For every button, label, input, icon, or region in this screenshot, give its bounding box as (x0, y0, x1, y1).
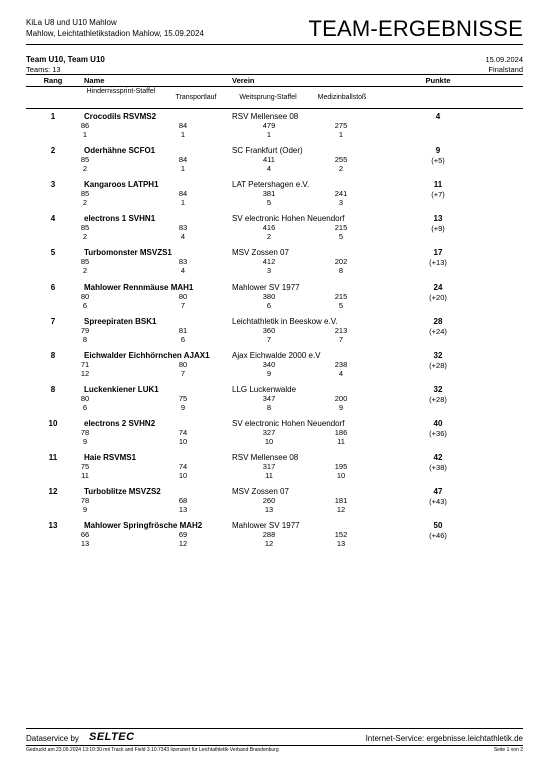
points-cell: 11 (433, 180, 443, 190)
club-cell: RSV Mellensee 08 (232, 112, 299, 121)
points-diff-cell: (+36) (429, 428, 447, 438)
table-row (0, 487, 549, 523)
points-diff-cell: (+46) (429, 531, 447, 541)
table-head-mid-rule (26, 86, 523, 87)
club-cell: Leichtathletik in Beeskow e.V. (232, 316, 338, 326)
performance-cell: 74 (178, 427, 188, 437)
rank-cell: 4 (50, 214, 56, 224)
performance-cell: 83 (178, 223, 188, 233)
performance-cell: 241 (334, 189, 348, 199)
team-name-cell: Mahlower Rennmäuse MAH1 (84, 282, 194, 292)
team-name-cell: Kangaroos LATPH1 (84, 180, 159, 190)
club-cell: MSV Zossen 07 (232, 487, 289, 497)
placement-cell: 13 (80, 539, 90, 549)
column-header-hindernissprint: Hindernissprint-Staffel (86, 88, 156, 95)
placement-cell: 4 (338, 368, 344, 378)
performance-cell: 85 (80, 189, 90, 199)
placement-cell: 2 (82, 232, 88, 242)
page-number: Seite 1 von 2 (493, 747, 523, 753)
column-header-medizinball: Medizinballstoß (317, 94, 367, 101)
performance-cell: 69 (178, 530, 188, 540)
points-diff-cell: (+28) (429, 394, 447, 404)
club-cell: Mahlower SV 1977 (232, 521, 300, 531)
performance-cell: 80 (178, 359, 188, 369)
performance-cell: 71 (80, 359, 90, 369)
rank-cell: 3 (50, 180, 56, 190)
placement-cell: 9 (82, 505, 88, 515)
competition-name: Team U10, Team U10 (26, 55, 105, 64)
table-head-top-rule (26, 74, 523, 75)
performance-cell: 80 (80, 291, 90, 301)
seltec-logo: SELTEC (89, 731, 135, 743)
placement-cell: 1 (266, 130, 272, 139)
placement-cell: 3 (338, 198, 344, 208)
performance-cell: 215 (334, 223, 348, 233)
placement-cell: 12 (264, 539, 274, 549)
club-cell: LAT Petershagen e.V. (232, 180, 310, 190)
performance-cell: 86 (80, 121, 90, 130)
placement-cell: 7 (338, 334, 344, 344)
rank-cell: 13 (48, 521, 58, 531)
points-diff-cell: (+5) (431, 156, 445, 166)
performance-cell: 152 (334, 530, 348, 540)
column-header-transportlauf: Transportlauf (175, 94, 217, 101)
placement-cell: 1 (82, 130, 88, 139)
points-diff-cell: (+28) (429, 360, 447, 370)
performance-cell: 416 (262, 223, 276, 233)
placement-cell: 6 (180, 334, 186, 344)
team-name-cell: Turbomonster MSVZS1 (84, 248, 172, 258)
rank-cell: 11 (48, 453, 58, 462)
placement-cell: 10 (336, 471, 346, 480)
placement-cell: 5 (338, 300, 344, 310)
performance-cell: 83 (178, 257, 188, 267)
placement-cell: 9 (338, 402, 344, 412)
performance-cell: 195 (334, 462, 348, 471)
table-row (0, 180, 549, 216)
points-cell: 50 (433, 521, 443, 531)
page-title: TEAM-ERGEBNISSE (308, 16, 523, 41)
performance-cell: 84 (178, 189, 188, 199)
table-row (0, 214, 549, 250)
club-cell: Ajax Eichwalde 2000 e.V (232, 350, 321, 360)
performance-cell: 360 (262, 325, 276, 335)
club-cell: MSV Zossen 07 (232, 248, 289, 258)
performance-cell: 78 (80, 496, 90, 506)
placement-cell: 8 (338, 266, 344, 276)
placement-cell: 10 (178, 471, 188, 480)
points-cell: 40 (433, 418, 443, 428)
placement-cell: 5 (266, 198, 272, 208)
rank-cell: 8 (50, 350, 56, 360)
placement-cell: 1 (338, 130, 344, 139)
club-cell: LLG Luckenwalde (232, 384, 297, 394)
competition-date: 15.09.2024 (485, 55, 523, 64)
performance-cell: 411 (263, 155, 275, 165)
placement-cell: 12 (80, 368, 90, 378)
placement-cell: 9 (180, 402, 186, 412)
placement-cell: 6 (266, 300, 272, 310)
team-count: Teams: 13 (26, 65, 61, 74)
points-diff-cell: (+7) (431, 190, 445, 200)
placement-cell: 10 (178, 436, 188, 446)
team-name-cell: Luckenkiener LUK1 (84, 384, 159, 394)
placement-cell: 2 (266, 232, 272, 242)
performance-cell: 186 (334, 427, 348, 437)
team-name-cell: Eichwalder Eichhörnchen AJAX1 (84, 350, 210, 360)
placement-cell: 13 (178, 505, 188, 515)
table-head-bottom-rule (26, 108, 523, 109)
table-row (0, 112, 549, 148)
performance-cell: 255 (334, 155, 348, 165)
points-cell: 24 (433, 282, 443, 292)
performance-cell: 381 (262, 189, 276, 199)
placement-cell: 11 (337, 436, 345, 446)
points-diff-cell: (+13) (429, 258, 447, 268)
team-name-cell: Crocodils RSVMS2 (84, 112, 157, 121)
performance-cell: 66 (80, 530, 90, 540)
points-cell: 32 (433, 350, 443, 360)
team-name-cell: Mahlower Springfrösche MAH2 (84, 521, 203, 531)
placement-cell: 11 (81, 471, 89, 480)
club-cell: RSV Mellensee 08 (232, 453, 299, 462)
placement-cell: 8 (266, 402, 272, 412)
placement-cell: 4 (266, 164, 272, 174)
performance-cell: 238 (334, 359, 348, 369)
event-location-date: Mahlow, Leichtathletikstadion Mahlow, 15.09.2024 (26, 29, 204, 38)
performance-cell: 80 (178, 291, 188, 301)
footer-bottom-rule (26, 745, 523, 746)
club-cell: SV electronic Hohen Neuendorf (232, 418, 345, 428)
performance-cell: 202 (334, 257, 348, 267)
placement-cell: 1 (180, 130, 186, 139)
team-name-cell: Oderhähne SCFO1 (84, 146, 156, 156)
placement-cell: 6 (82, 300, 88, 310)
table-row (0, 419, 549, 455)
column-header-rang: Rang (43, 76, 63, 85)
column-header-punkte: Punkte (425, 76, 451, 85)
rank-cell: 10 (48, 418, 58, 428)
rank-cell: 12 (48, 487, 58, 497)
result-status: Finalstand (488, 65, 523, 74)
performance-cell: 79 (80, 325, 90, 335)
performance-cell: 288 (262, 530, 276, 540)
performance-cell: 85 (80, 155, 90, 165)
placement-cell: 1 (180, 164, 186, 174)
points-diff-cell: (+20) (429, 292, 447, 302)
club-cell: SV electronic Hohen Neuendorf (232, 214, 345, 224)
event-name: KiLa U8 und U10 Mahlow (26, 18, 117, 27)
team-name-cell: Turboblitze MSVZS2 (84, 487, 161, 497)
points-diff-cell: (+24) (429, 326, 447, 336)
performance-cell: 85 (80, 223, 90, 233)
column-header-verein: Verein (232, 76, 255, 85)
table-row (0, 385, 549, 421)
placement-cell: 6 (82, 402, 88, 412)
placement-cell: 13 (336, 539, 346, 549)
placement-cell: 5 (338, 232, 344, 242)
team-name-cell: electrons 1 SVHN1 (84, 214, 156, 224)
column-header-name: Name (84, 76, 105, 85)
performance-cell: 74 (178, 462, 188, 471)
performance-cell: 200 (334, 393, 348, 403)
placement-cell: 4 (180, 232, 186, 242)
performance-cell: 275 (334, 121, 348, 130)
rank-cell: 1 (50, 112, 56, 121)
header-divider (26, 44, 523, 45)
print-info: Gedruckt am 23.09.2024 13:10:30 mit Track and Field 3.10.7343 lizenziert für Leichtathletik-Verband Brandenburg (26, 747, 279, 753)
performance-cell: 412 (262, 257, 276, 267)
placement-cell: 12 (178, 539, 188, 549)
placement-cell: 9 (266, 368, 272, 378)
placement-cell: 9 (82, 436, 88, 446)
placement-cell: 2 (82, 266, 88, 276)
table-row (0, 283, 549, 319)
performance-cell: 78 (80, 427, 90, 437)
rank-cell: 5 (50, 248, 56, 258)
performance-cell: 327 (262, 427, 276, 437)
rank-cell: 7 (50, 316, 56, 326)
rank-cell: 6 (50, 282, 56, 292)
points-cell: 9 (435, 146, 441, 156)
placement-cell: 12 (336, 505, 346, 515)
table-row (0, 146, 549, 182)
points-cell: 28 (433, 316, 443, 326)
footer-top-rule (26, 728, 523, 729)
performance-cell: 181 (334, 496, 348, 506)
table-row (0, 521, 549, 557)
performance-cell: 85 (80, 257, 90, 267)
table-row (0, 453, 549, 489)
performance-cell: 213 (334, 325, 348, 335)
placement-cell: 7 (180, 368, 186, 378)
dataservice-label: Dataservice by (26, 734, 79, 743)
performance-cell: 215 (334, 291, 348, 301)
performance-cell: 317 (262, 462, 276, 471)
points-cell: 42 (433, 453, 443, 462)
points-cell: 4 (435, 112, 441, 121)
internet-service: Internet-Service: ergebnisse.leichtathletik.de (365, 734, 523, 743)
points-cell: 17 (433, 248, 443, 258)
performance-cell: 68 (178, 496, 188, 506)
placement-cell: 11 (265, 471, 273, 480)
performance-cell: 340 (262, 359, 276, 369)
table-row (0, 317, 549, 353)
placement-cell: 2 (82, 198, 88, 208)
performance-cell: 347 (262, 393, 276, 403)
table-row (0, 351, 549, 387)
placement-cell: 2 (82, 164, 88, 174)
performance-cell: 75 (80, 462, 90, 471)
performance-cell: 75 (178, 393, 188, 403)
performance-cell: 380 (262, 291, 276, 301)
placement-cell: 7 (180, 300, 186, 310)
performance-cell: 80 (80, 393, 90, 403)
rank-cell: 2 (50, 146, 56, 156)
table-row (0, 248, 549, 284)
points-diff-cell: (+9) (431, 224, 445, 234)
performance-cell: 479 (262, 121, 276, 130)
placement-cell: 10 (264, 436, 274, 446)
team-name-cell: electrons 2 SVHN2 (84, 418, 156, 428)
placement-cell: 3 (266, 266, 272, 276)
club-cell: SC Frankfurt (Oder) (232, 146, 303, 156)
placement-cell: 4 (180, 266, 186, 276)
performance-cell: 84 (178, 155, 188, 165)
placement-cell: 8 (82, 334, 88, 344)
team-name-cell: Spreepiraten BSK1 (84, 316, 157, 326)
performance-cell: 84 (178, 121, 188, 130)
column-header-weitsprung: Weitsprung-Staffel (239, 94, 297, 101)
placement-cell: 1 (180, 198, 186, 208)
placement-cell: 7 (266, 334, 272, 344)
points-diff-cell: (+43) (429, 497, 447, 507)
performance-cell: 81 (178, 325, 188, 335)
rank-cell: 8 (50, 384, 56, 394)
club-cell: Mahlower SV 1977 (232, 282, 300, 292)
placement-cell: 2 (338, 164, 344, 174)
points-cell: 47 (433, 487, 443, 497)
team-name-cell: Haie RSVMS1 (84, 453, 137, 462)
points-cell: 32 (433, 384, 443, 394)
placement-cell: 13 (264, 505, 274, 515)
performance-cell: 260 (262, 496, 276, 506)
points-diff-cell: (+38) (429, 463, 447, 472)
points-cell: 13 (433, 214, 443, 224)
